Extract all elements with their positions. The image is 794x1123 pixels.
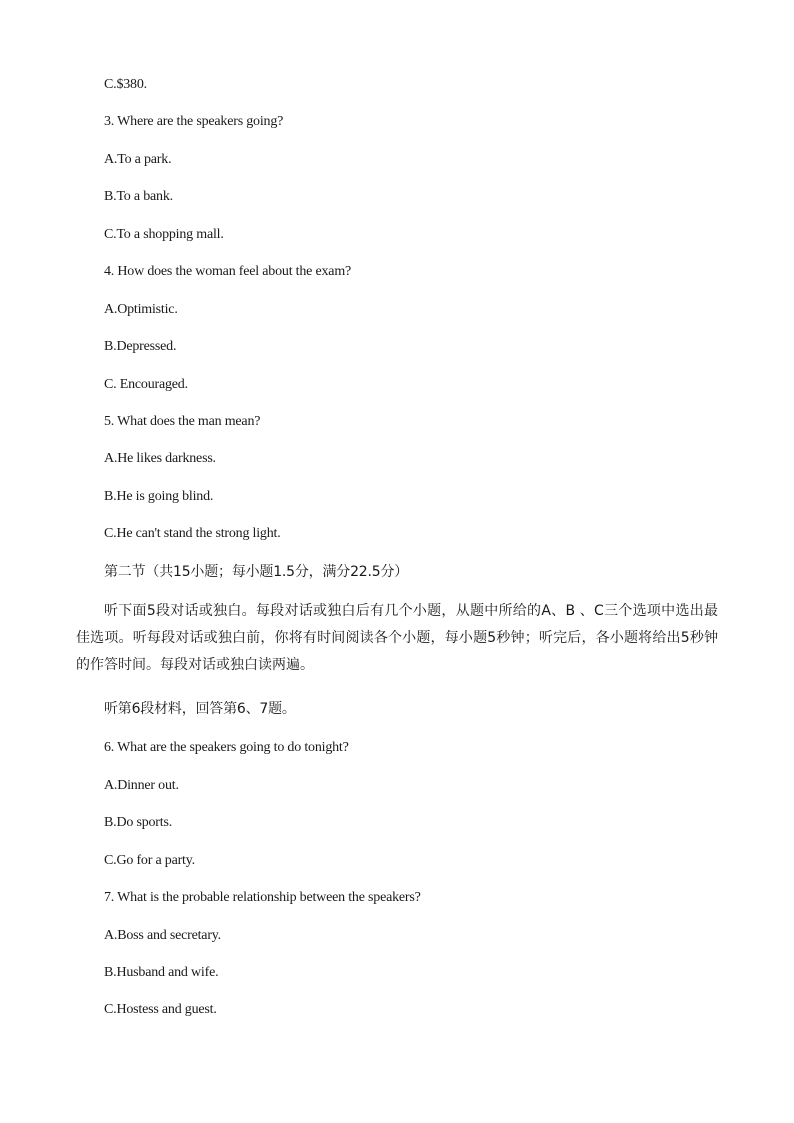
q3-option-a: A.To a park. [104,152,172,167]
q4-option-a: A.Optimistic. [104,302,178,317]
q5-option-b: B.He is going blind. [104,489,214,504]
q6-option-c: C.Go for a party. [104,853,195,868]
q3-option-c: C.To a shopping mall. [104,227,224,242]
q5-option-a: A.He likes darkness. [104,451,216,466]
q6-option-b: B.Do sports. [104,815,172,830]
q7-option-c: C.Hostess and guest. [104,1002,217,1017]
section-2-heading: 第二节（共15小题；每小题1.5分，满分22.5分） [104,564,409,580]
q7-option-b: B.Husband and wife. [104,965,219,980]
q7-option-a: A.Boss and secretary. [104,928,221,943]
question-5: 5. What does the man mean? [104,414,261,429]
question-3: 3. Where are the speakers going? [104,114,284,129]
question-7: 7. What is the probable relationship between the speakers? [104,890,421,905]
q5-option-c: C.He can't stand the strong light. [104,526,281,541]
q6-option-a: A.Dinner out. [104,778,179,793]
q3-option-b: B.To a bank. [104,189,173,204]
question-6: 6. What are the speakers going to do tonight? [104,740,349,755]
q4-option-c: C. Encouraged. [104,377,188,392]
q2-option-c: C.$380. [104,77,147,92]
section-2-instructions: 听下面5段对话或独白。每段对话或独白后有几个小题，从题中所给的A、B 、C三个选项中选出最佳选项。听每段对话或独白前，你将有时间阅读各个小题，每小题5秒钟；听完后，各小题将给出5秒钟的作答时间。每段对话或独白读两遍。 [76,603,718,673]
material-6-heading: 听第6段材料，回答第6、7题。 [104,701,296,717]
q4-option-b: B.Depressed. [104,339,177,354]
question-4: 4. How does the woman feel about the exam? [104,264,352,279]
